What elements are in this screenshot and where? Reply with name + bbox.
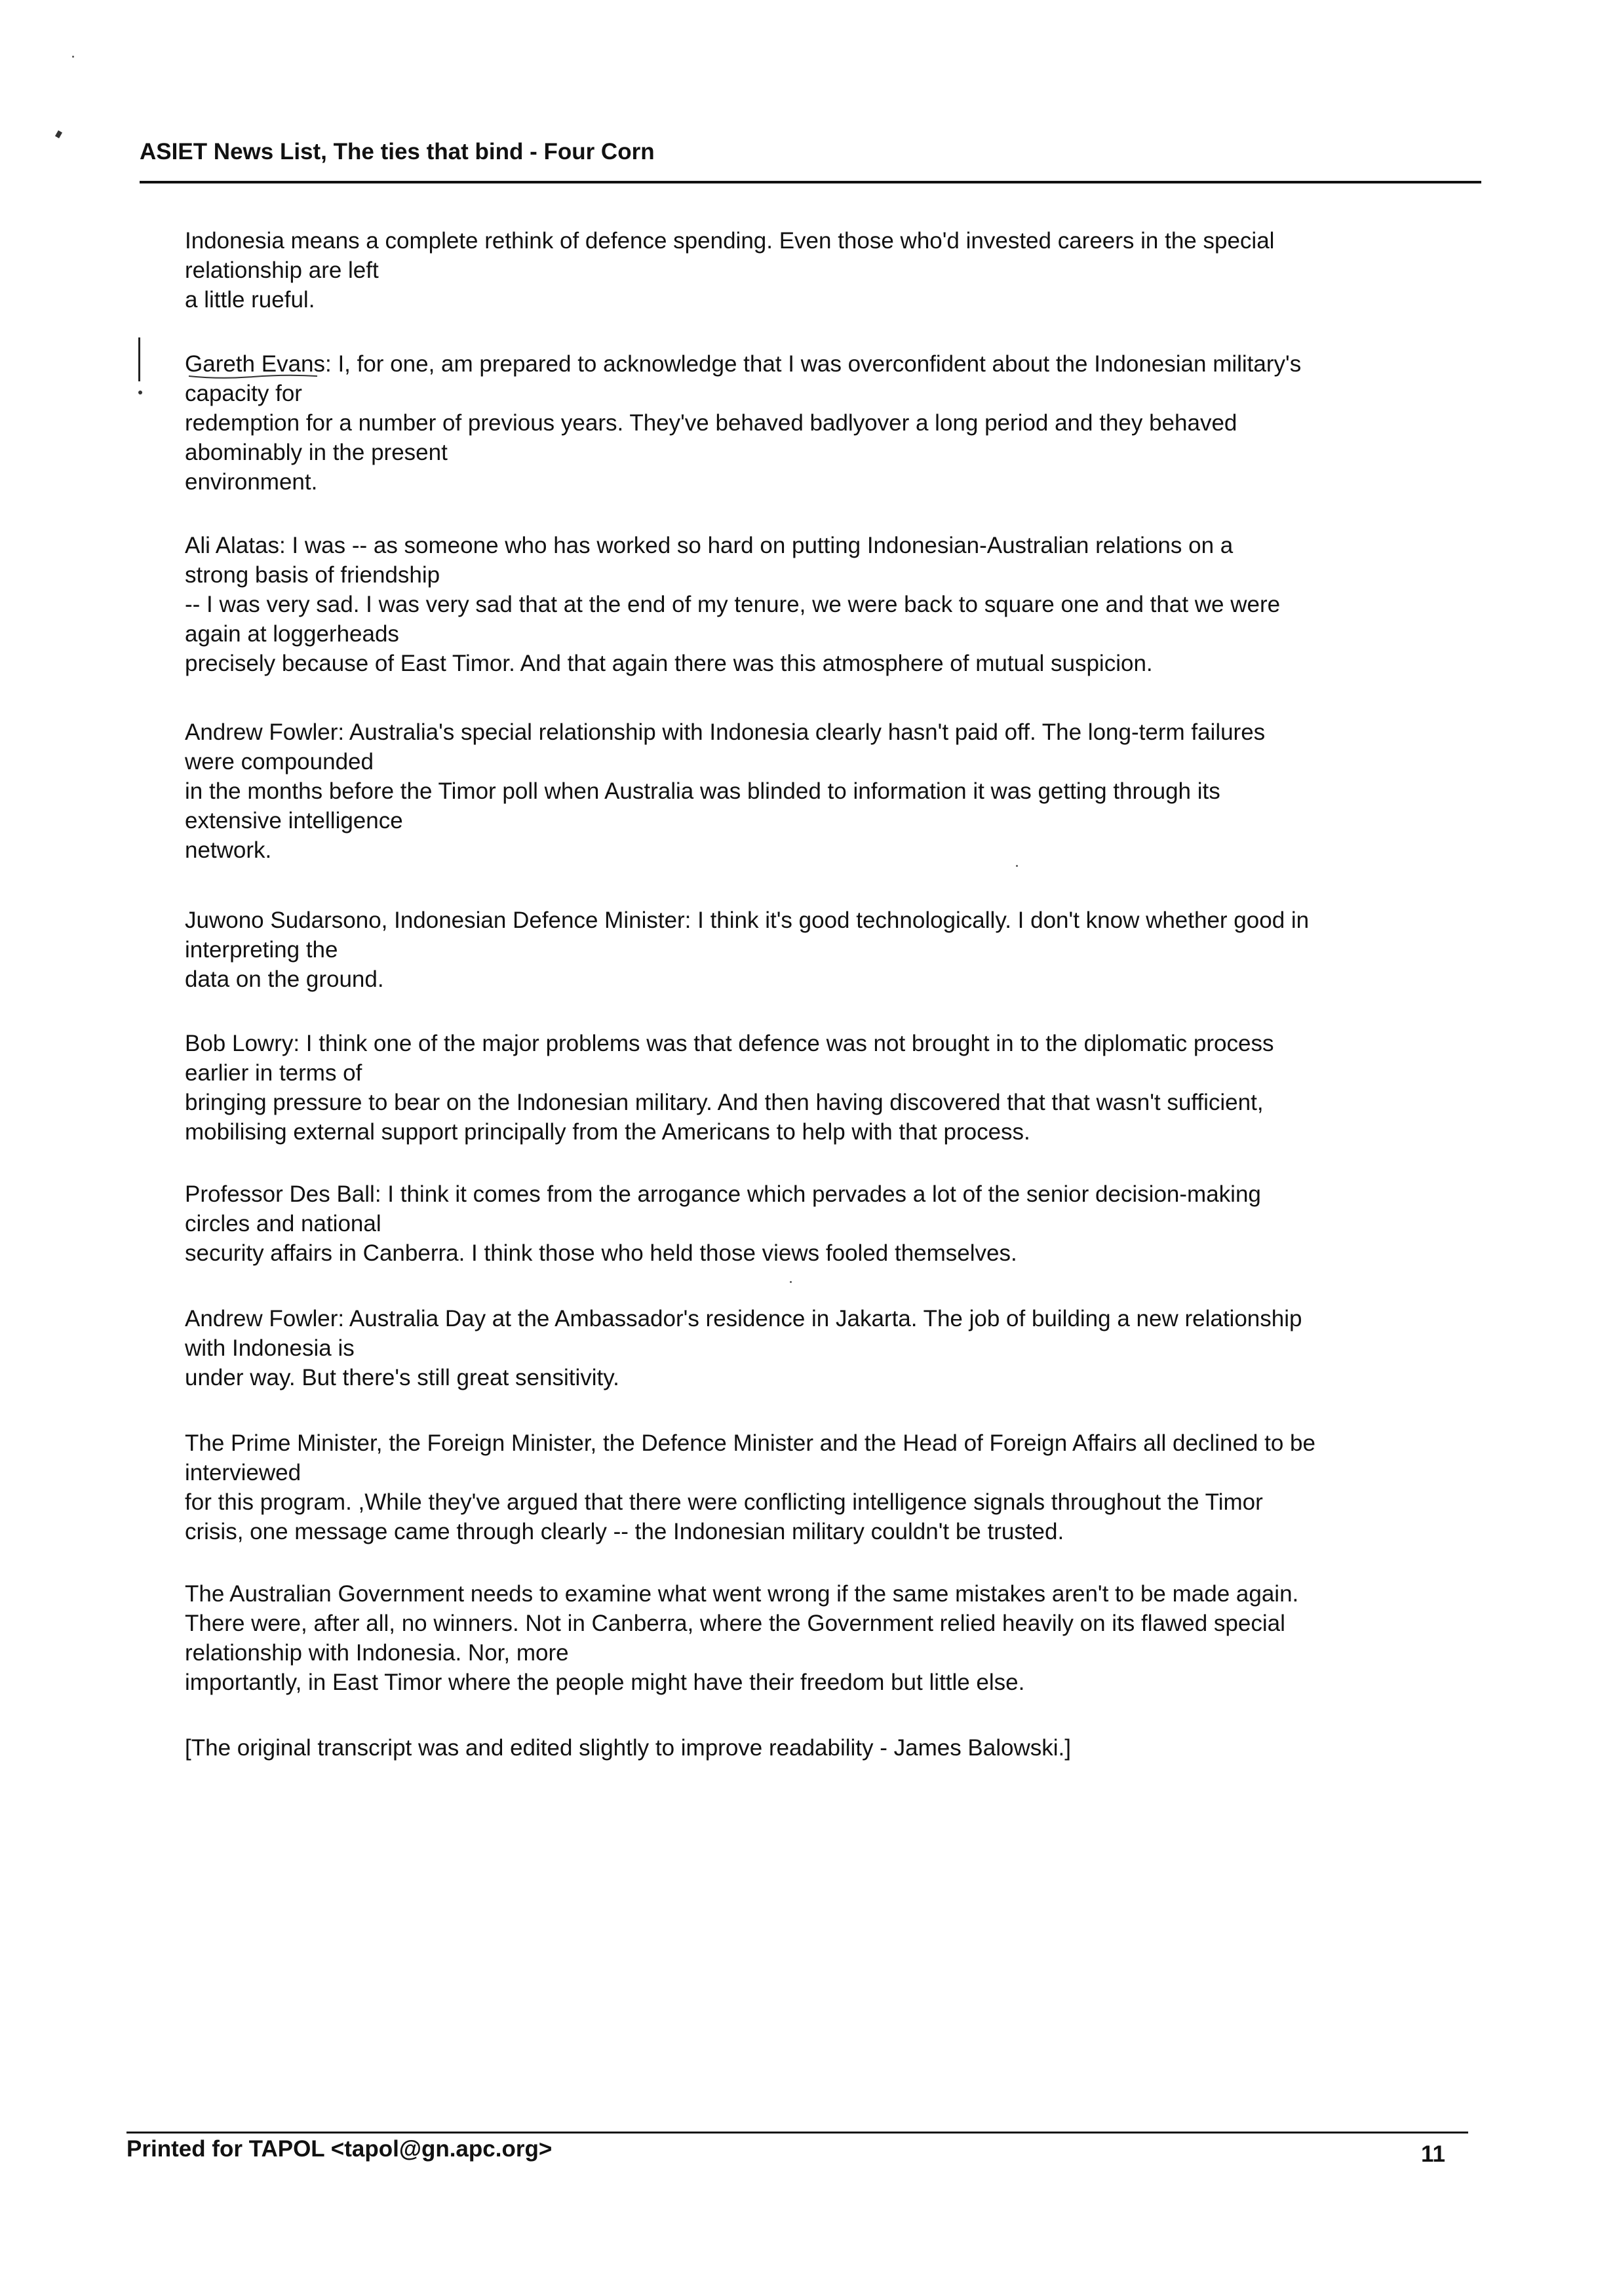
text-line: again at loggerheads xyxy=(185,621,399,647)
text-line: The Australian Government needs to examine what went wrong if the same mistakes aren't to be made again. xyxy=(185,1581,1299,1607)
paragraph-rethink xyxy=(185,226,1274,315)
paragraph-australian-government xyxy=(185,1579,1298,1697)
text-line: security affairs in Canberra. I think those who held those views fooled themselves. xyxy=(185,1240,1017,1266)
scan-speck xyxy=(72,56,74,58)
text-line: abominably in the present xyxy=(185,440,448,465)
text-line: redemption for a number of previous years. They've behaved badlyover a long period and they behaved xyxy=(185,410,1237,436)
paragraph-juwono-sudarsono xyxy=(185,906,1309,994)
scan-mark xyxy=(55,130,62,138)
text-line: data on the ground. xyxy=(185,966,384,992)
text-line: precisely because of East Timor. And that again there was this atmosphere of mutual suspicion. xyxy=(185,651,1153,676)
paragraph-editor-note xyxy=(185,1733,1071,1763)
text-line: earlier in terms of xyxy=(185,1060,362,1086)
text-line: Juwono Sudarsono, Indonesian Defence Minister: I think it's good technologically. I don't know whether good in xyxy=(185,908,1310,933)
text-line: a little rueful. xyxy=(185,287,315,313)
paragraph-andrew-fowler-1 xyxy=(185,718,1265,865)
margin-annotation-dot xyxy=(138,391,142,394)
text-line: were compounded xyxy=(185,749,374,775)
text-line: environment. xyxy=(185,469,318,495)
text-line: circles and national xyxy=(185,1211,381,1236)
footer-divider xyxy=(126,2132,1468,2133)
scan-speck xyxy=(790,1281,792,1283)
text-line: mobilising external support principally from the Americans to help with that process. xyxy=(185,1119,1030,1145)
paragraph-des-ball xyxy=(185,1179,1261,1268)
text-line: under way. But there's still great sensitivity. xyxy=(185,1365,619,1390)
text-line: strong basis of friendship xyxy=(185,562,440,588)
text-line: relationship with Indonesia. Nor, more xyxy=(185,1640,569,1666)
page-title: ASIET News List, The ties that bind - Four Corn xyxy=(140,139,655,164)
text-line: relationship are left xyxy=(185,258,379,283)
paragraph-andrew-fowler-2 xyxy=(185,1304,1302,1392)
text-line: in the months before the Timor poll when Australia was blinded to information it was getting through its xyxy=(185,778,1220,804)
text-line: interpreting the xyxy=(185,937,338,963)
page-number: 11 xyxy=(1421,2141,1445,2167)
text-line: Andrew Fowler: Australia's special relationship with Indonesia clearly hasn't paid off. The long-term failures xyxy=(185,719,1266,745)
text-line: interviewed xyxy=(185,1460,302,1485)
paragraph-bob-lowry xyxy=(185,1029,1274,1147)
text-line: Professor Des Ball: I think it comes from the arrogance which pervades a lot of the senior decision-making xyxy=(185,1181,1261,1207)
header-divider xyxy=(140,181,1481,183)
handwritten-underline xyxy=(187,373,319,380)
text-line: with Indonesia is xyxy=(185,1335,355,1361)
footer-printed-for: Printed for TAPOL <tapol@gn.apc.org> xyxy=(126,2136,553,2162)
text-line: There were, after all, no winners. Not in Canberra, where the Government relied heavily on its flawed special xyxy=(185,1611,1285,1636)
scan-speck xyxy=(1016,865,1018,867)
text-line: Bob Lowry: I think one of the major problems was that defence was not brought in to the diplomatic process xyxy=(185,1031,1274,1056)
text-line: importantly, in East Timor where the people might have their freedom but little else. xyxy=(185,1670,1025,1695)
text-line: for this program. ,While they've argued that there were conflicting intelligence signals throughout the Timor xyxy=(185,1489,1263,1515)
paragraph-prime-minister xyxy=(185,1428,1315,1546)
text-line: bringing pressure to bear on the Indonesian military. And then having discovered that that wasn't sufficient, xyxy=(185,1090,1264,1115)
paragraph-gareth-evans xyxy=(185,349,1301,497)
text-line: Gareth Evans: I, for one, am prepared to acknowledge that I was overconfident about the Indonesian military's xyxy=(185,351,1302,377)
text-line: Ali Alatas: I was -- as someone who has worked so hard on putting Indonesian-Australian relations on a xyxy=(185,533,1234,558)
text-line: [The original transcript was and edited slightly to improve readability - James Balowski.] xyxy=(185,1735,1071,1761)
page-header xyxy=(140,138,1481,166)
text-line: capacity for xyxy=(185,381,302,406)
text-line: Indonesia means a complete rethink of defence spending. Even those who'd invested careers in the special xyxy=(185,228,1275,254)
margin-annotation-bar xyxy=(138,337,140,381)
text-line: crisis, one message came through clearly -- the Indonesian military couldn't be trusted. xyxy=(185,1519,1064,1544)
text-line: Andrew Fowler: Australia Day at the Ambassador's residence in Jakarta. The job of building a new relationship xyxy=(185,1306,1302,1331)
text-line: network. xyxy=(185,837,272,863)
text-line: The Prime Minister, the Foreign Minister, the Defence Minister and the Head of Foreign Affairs all declined to be xyxy=(185,1430,1315,1456)
paragraph-ali-alatas xyxy=(185,531,1280,678)
text-line: extensive intelligence xyxy=(185,808,403,833)
text-line: -- I was very sad. I was very sad that at the end of my tenure, we were back to square one and that we were xyxy=(185,592,1281,617)
